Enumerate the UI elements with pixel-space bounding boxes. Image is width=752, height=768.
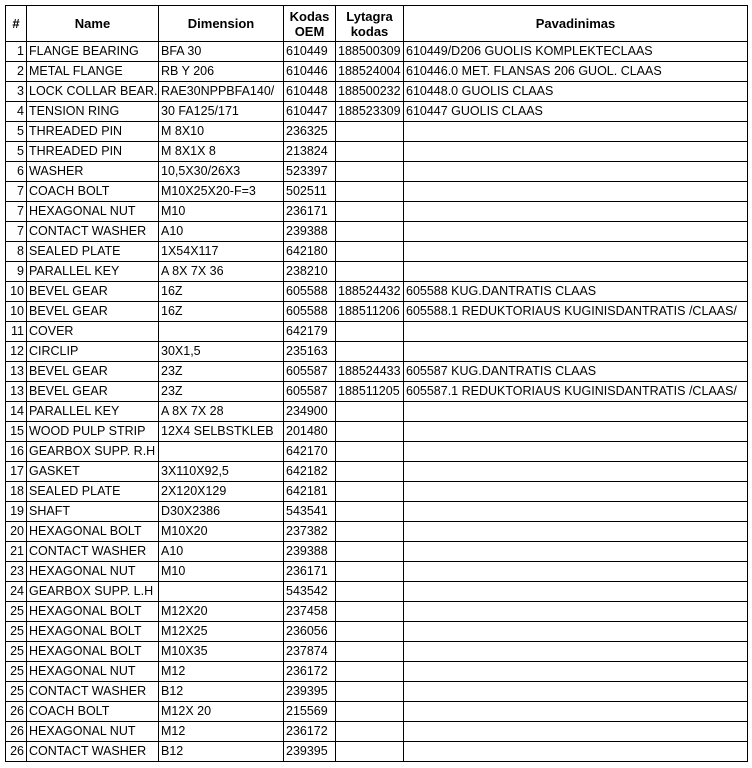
parts-table <box>5 5 748 762</box>
cell-lytagra-kodas[interactable] <box>336 342 404 362</box>
cell-pavadinimas[interactable] <box>404 502 748 522</box>
cell-kodas-oem[interactable]: 236171 <box>284 202 336 222</box>
cell-pavadinimas[interactable] <box>404 562 748 582</box>
cell-kodas-oem[interactable]: 236172 <box>284 722 336 742</box>
table-row <box>6 382 748 402</box>
cell-kodas-oem[interactable]: 610448 <box>284 82 336 102</box>
cell-num[interactable]: 2 <box>6 62 27 82</box>
cell-name[interactable]: HEXAGONAL NUT <box>27 722 159 742</box>
cell-name[interactable]: BEVEL GEAR <box>27 302 159 322</box>
cell-num[interactable]: 7 <box>6 182 27 202</box>
table-row <box>6 342 748 362</box>
cell-dimension[interactable]: M 8X10 <box>159 122 284 142</box>
cell-kodas-oem[interactable]: 213824 <box>284 142 336 162</box>
cell-num[interactable]: 5 <box>6 142 27 162</box>
cell-num[interactable]: 4 <box>6 102 27 122</box>
cell-pavadinimas[interactable] <box>404 182 748 202</box>
cell-num[interactable]: 25 <box>6 642 27 662</box>
cell-num[interactable]: 26 <box>6 742 27 762</box>
cell-kodas-oem[interactable]: 642181 <box>284 482 336 502</box>
cell-name[interactable]: COVER <box>27 322 159 342</box>
table-row <box>6 262 748 282</box>
cell-num[interactable]: 10 <box>6 302 27 322</box>
cell-pavadinimas[interactable] <box>404 602 748 622</box>
cell-name[interactable]: BEVEL GEAR <box>27 282 159 302</box>
cell-kodas-oem[interactable]: 610447 <box>284 102 336 122</box>
cell-num[interactable]: 5 <box>6 122 27 142</box>
table-row <box>6 582 748 602</box>
cell-name[interactable]: BEVEL GEAR <box>27 382 159 402</box>
header-lytagra-kodas[interactable] <box>336 6 404 42</box>
cell-kodas-oem[interactable]: 236056 <box>284 622 336 642</box>
table-row <box>6 522 748 542</box>
cell-num[interactable]: 14 <box>6 402 27 422</box>
spreadsheet <box>5 5 748 762</box>
cell-kodas-oem[interactable]: 215569 <box>284 702 336 722</box>
header-name[interactable]: Name <box>27 6 159 42</box>
cell-pavadinimas[interactable] <box>404 622 748 642</box>
table-row <box>6 442 748 462</box>
cell-dimension[interactable]: 10,5X30/26X3 <box>159 162 284 182</box>
cell-num[interactable]: 8 <box>6 242 27 262</box>
cell-lytagra-kodas[interactable] <box>336 242 404 262</box>
table-row <box>6 142 748 162</box>
cell-num[interactable]: 18 <box>6 482 27 502</box>
cell-dimension[interactable]: 30X1,5 <box>159 342 284 362</box>
cell-name[interactable]: WOOD PULP STRIP <box>27 422 159 442</box>
cell-name[interactable]: BEVEL GEAR <box>27 362 159 382</box>
cell-pavadinimas[interactable] <box>404 122 748 142</box>
cell-lytagra-kodas[interactable]: 188511205 <box>336 382 404 402</box>
cell-kodas-oem[interactable]: 237382 <box>284 522 336 542</box>
table-row <box>6 42 748 62</box>
cell-lytagra-kodas[interactable] <box>336 582 404 602</box>
cell-num[interactable]: 15 <box>6 422 27 442</box>
cell-dimension[interactable]: M10X20 <box>159 522 284 542</box>
cell-pavadinimas[interactable] <box>404 142 748 162</box>
cell-dimension[interactable]: 12X4 SELBSTKLEB <box>159 422 284 442</box>
cell-name[interactable]: CONTACT WASHER <box>27 682 159 702</box>
table-row <box>6 722 748 742</box>
cell-lytagra-kodas[interactable]: 188500309 <box>336 42 404 62</box>
cell-name[interactable]: SHAFT <box>27 502 159 522</box>
cell-kodas-oem[interactable]: 605588 <box>284 282 336 302</box>
table-body <box>6 42 748 762</box>
cell-lytagra-kodas[interactable] <box>336 502 404 522</box>
cell-dimension[interactable]: RB Y 206 <box>159 62 284 82</box>
cell-pavadinimas[interactable] <box>404 342 748 362</box>
cell-kodas-oem[interactable]: 239395 <box>284 742 336 762</box>
table-row <box>6 562 748 582</box>
cell-lytagra-kodas[interactable]: 188524432 <box>336 282 404 302</box>
cell-lytagra-kodas[interactable] <box>336 682 404 702</box>
cell-num[interactable]: 11 <box>6 322 27 342</box>
cell-pavadinimas[interactable] <box>404 262 748 282</box>
cell-num[interactable]: 24 <box>6 582 27 602</box>
table-row <box>6 202 748 222</box>
cell-lytagra-kodas[interactable] <box>336 442 404 462</box>
cell-dimension[interactable]: M10X25X20-F=3 <box>159 182 284 202</box>
cell-kodas-oem[interactable]: 237874 <box>284 642 336 662</box>
cell-kodas-oem[interactable]: 610446 <box>284 62 336 82</box>
cell-name[interactable]: HEXAGONAL BOLT <box>27 522 159 542</box>
cell-lytagra-kodas[interactable] <box>336 182 404 202</box>
table-row <box>6 682 748 702</box>
cell-dimension[interactable]: M10 <box>159 562 284 582</box>
cell-pavadinimas[interactable] <box>404 442 748 462</box>
cell-name[interactable]: HEXAGONAL BOLT <box>27 602 159 622</box>
cell-lytagra-kodas[interactable] <box>336 462 404 482</box>
table-row <box>6 742 748 762</box>
cell-dimension[interactable]: M12 <box>159 722 284 742</box>
cell-dimension[interactable]: 2X120X129 <box>159 482 284 502</box>
cell-name[interactable]: METAL FLANGE <box>27 62 159 82</box>
cell-pavadinimas[interactable]: 605587 KUG.DANTRATIS CLAAS <box>404 362 748 382</box>
cell-name[interactable]: HEXAGONAL NUT <box>27 562 159 582</box>
cell-name[interactable]: PARALLEL KEY <box>27 402 159 422</box>
cell-dimension[interactable]: 3X110X92,5 <box>159 462 284 482</box>
cell-lytagra-kodas[interactable] <box>336 222 404 242</box>
cell-lytagra-kodas[interactable] <box>336 142 404 162</box>
cell-dimension[interactable]: RAE30NPPBFA140/ <box>159 82 284 102</box>
table-row <box>6 222 748 242</box>
cell-name[interactable]: HEXAGONAL NUT <box>27 662 159 682</box>
cell-num[interactable]: 25 <box>6 662 27 682</box>
cell-num[interactable]: 1 <box>6 42 27 62</box>
table-row <box>6 82 748 102</box>
table-row <box>6 422 748 442</box>
cell-pavadinimas[interactable] <box>404 702 748 722</box>
cell-lytagra-kodas[interactable] <box>336 662 404 682</box>
cell-name[interactable]: HEXAGONAL BOLT <box>27 642 159 662</box>
cell-pavadinimas[interactable] <box>404 242 748 262</box>
cell-pavadinimas[interactable] <box>404 462 748 482</box>
cell-name[interactable]: COACH BOLT <box>27 702 159 722</box>
cell-kodas-oem[interactable]: 236172 <box>284 662 336 682</box>
cell-num[interactable]: 6 <box>6 162 27 182</box>
cell-lytagra-kodas[interactable] <box>336 742 404 762</box>
cell-num[interactable]: 25 <box>6 602 27 622</box>
table-row <box>6 622 748 642</box>
cell-name[interactable]: THREADED PIN <box>27 142 159 162</box>
cell-name[interactable]: GASKET <box>27 462 159 482</box>
cell-kodas-oem[interactable]: 605587 <box>284 362 336 382</box>
header-kodas-oem[interactable] <box>284 6 336 42</box>
cell-num[interactable]: 10 <box>6 282 27 302</box>
cell-kodas-oem[interactable]: 642180 <box>284 242 336 262</box>
cell-pavadinimas[interactable]: 610446.0 MET. FLANSAS 206 GUOL. CLAAS <box>404 62 748 82</box>
cell-pavadinimas[interactable] <box>404 402 748 422</box>
table-row <box>6 122 748 142</box>
cell-kodas-oem[interactable]: 610449 <box>284 42 336 62</box>
cell-name[interactable]: GEARBOX SUPP. L.H <box>27 582 159 602</box>
cell-dimension[interactable]: M12 <box>159 662 284 682</box>
cell-kodas-oem[interactable]: 239388 <box>284 542 336 562</box>
cell-pavadinimas[interactable] <box>404 722 748 742</box>
cell-kodas-oem[interactable]: 239388 <box>284 222 336 242</box>
cell-lytagra-kodas[interactable] <box>336 722 404 742</box>
cell-dimension[interactable]: M12X 20 <box>159 702 284 722</box>
cell-kodas-oem[interactable]: 642170 <box>284 442 336 462</box>
cell-name[interactable]: FLANGE BEARING <box>27 42 159 62</box>
cell-num[interactable]: 19 <box>6 502 27 522</box>
cell-pavadinimas[interactable]: 610449/D206 GUOLIS KOMPLEKTECLAAS <box>404 42 748 62</box>
cell-dimension[interactable]: M10X35 <box>159 642 284 662</box>
cell-name[interactable]: SEALED PLATE <box>27 242 159 262</box>
cell-num[interactable]: 16 <box>6 442 27 462</box>
header-lytagra-line2: kodas <box>350 23 389 39</box>
cell-dimension[interactable]: M 8X1X 8 <box>159 142 284 162</box>
cell-num[interactable]: 3 <box>6 82 27 102</box>
cell-dimension[interactable]: 16Z <box>159 302 284 322</box>
cell-lytagra-kodas[interactable] <box>336 482 404 502</box>
cell-lytagra-kodas[interactable]: 188511206 <box>336 302 404 322</box>
table-row <box>6 662 748 682</box>
cell-lytagra-kodas[interactable] <box>336 322 404 342</box>
cell-lytagra-kodas[interactable] <box>336 562 404 582</box>
cell-dimension[interactable]: M12X25 <box>159 622 284 642</box>
cell-dimension[interactable]: D30X2386 <box>159 502 284 522</box>
cell-dimension[interactable] <box>159 582 284 602</box>
cell-lytagra-kodas[interactable] <box>336 202 404 222</box>
cell-dimension[interactable]: M12X20 <box>159 602 284 622</box>
cell-kodas-oem[interactable]: 605587 <box>284 382 336 402</box>
cell-dimension[interactable]: B12 <box>159 682 284 702</box>
table-row <box>6 62 748 82</box>
cell-lytagra-kodas[interactable] <box>336 622 404 642</box>
cell-pavadinimas[interactable]: 610447 GUOLIS CLAAS <box>404 102 748 122</box>
cell-num[interactable]: 26 <box>6 702 27 722</box>
table-row <box>6 462 748 482</box>
cell-lytagra-kodas[interactable] <box>336 602 404 622</box>
cell-kodas-oem[interactable]: 642182 <box>284 462 336 482</box>
cell-num[interactable]: 17 <box>6 462 27 482</box>
cell-dimension[interactable]: 1X54X117 <box>159 242 284 262</box>
cell-pavadinimas[interactable] <box>404 482 748 502</box>
table-row <box>6 642 748 662</box>
cell-pavadinimas[interactable]: 605588 KUG.DANTRATIS CLAAS <box>404 282 748 302</box>
cell-num[interactable]: 13 <box>6 382 27 402</box>
header-num[interactable]: # <box>6 6 27 42</box>
cell-kodas-oem[interactable]: 502511 <box>284 182 336 202</box>
cell-pavadinimas[interactable]: 610448.0 GUOLIS CLAAS <box>404 82 748 102</box>
cell-kodas-oem[interactable]: 605588 <box>284 302 336 322</box>
cell-num[interactable]: 9 <box>6 262 27 282</box>
cell-dimension[interactable]: A 8X 7X 36 <box>159 262 284 282</box>
cell-dimension[interactable]: 30 FA125/171 <box>159 102 284 122</box>
cell-kodas-oem[interactable]: 234900 <box>284 402 336 422</box>
header-row <box>6 6 748 42</box>
cell-num[interactable]: 25 <box>6 682 27 702</box>
header-kodas-oem-line1: Kodas <box>289 8 330 24</box>
cell-name[interactable]: HEXAGONAL BOLT <box>27 622 159 642</box>
cell-lytagra-kodas[interactable] <box>336 262 404 282</box>
cell-lytagra-kodas[interactable] <box>336 162 404 182</box>
cell-lytagra-kodas[interactable] <box>336 522 404 542</box>
cell-pavadinimas[interactable] <box>404 422 748 442</box>
cell-kodas-oem[interactable]: 543542 <box>284 582 336 602</box>
cell-num[interactable]: 25 <box>6 622 27 642</box>
cell-num[interactable]: 7 <box>6 222 27 242</box>
cell-kodas-oem[interactable]: 543541 <box>284 502 336 522</box>
cell-kodas-oem[interactable]: 201480 <box>284 422 336 442</box>
cell-dimension[interactable]: 16Z <box>159 282 284 302</box>
cell-lytagra-kodas[interactable]: 188524004 <box>336 62 404 82</box>
header-dimension[interactable]: Dimension <box>159 6 284 42</box>
header-pavadinimas[interactable]: Pavadinimas <box>404 6 748 42</box>
cell-kodas-oem[interactable]: 239395 <box>284 682 336 702</box>
cell-lytagra-kodas[interactable] <box>336 702 404 722</box>
cell-kodas-oem[interactable]: 236171 <box>284 562 336 582</box>
cell-pavadinimas[interactable]: 605588.1 REDUKTORIAUS KUGINISDANTRATIS /CLAAS/ <box>404 302 748 322</box>
cell-pavadinimas[interactable] <box>404 162 748 182</box>
cell-num[interactable]: 20 <box>6 522 27 542</box>
cell-name[interactable]: TENSION RING <box>27 102 159 122</box>
table-row <box>6 362 748 382</box>
table-row <box>6 402 748 422</box>
cell-kodas-oem[interactable]: 523397 <box>284 162 336 182</box>
cell-lytagra-kodas[interactable] <box>336 402 404 422</box>
cell-pavadinimas[interactable] <box>404 322 748 342</box>
cell-kodas-oem[interactable]: 236325 <box>284 122 336 142</box>
table-row <box>6 242 748 262</box>
table-row <box>6 102 748 122</box>
table-row <box>6 162 748 182</box>
cell-num[interactable]: 12 <box>6 342 27 362</box>
cell-dimension[interactable] <box>159 322 284 342</box>
cell-name[interactable]: PARALLEL KEY <box>27 262 159 282</box>
cell-dimension[interactable] <box>159 442 284 462</box>
table-row <box>6 542 748 562</box>
cell-lytagra-kodas[interactable] <box>336 422 404 442</box>
table-row <box>6 482 748 502</box>
cell-pavadinimas[interactable] <box>404 742 748 762</box>
cell-lytagra-kodas[interactable] <box>336 642 404 662</box>
cell-num[interactable]: 26 <box>6 722 27 742</box>
cell-name[interactable]: WASHER <box>27 162 159 182</box>
header-kodas-oem-line2: OEM <box>294 23 325 39</box>
cell-pavadinimas[interactable] <box>404 222 748 242</box>
cell-num[interactable]: 7 <box>6 202 27 222</box>
table-row <box>6 182 748 202</box>
cell-name[interactable]: HEXAGONAL NUT <box>27 202 159 222</box>
table-row <box>6 302 748 322</box>
cell-dimension[interactable]: A10 <box>159 542 284 562</box>
cell-pavadinimas[interactable] <box>404 662 748 682</box>
cell-num[interactable]: 13 <box>6 362 27 382</box>
cell-lytagra-kodas[interactable] <box>336 122 404 142</box>
cell-name[interactable]: SEALED PLATE <box>27 482 159 502</box>
cell-lytagra-kodas[interactable]: 188523309 <box>336 102 404 122</box>
cell-pavadinimas[interactable] <box>404 522 748 542</box>
cell-lytagra-kodas[interactable] <box>336 542 404 562</box>
cell-pavadinimas[interactable] <box>404 582 748 602</box>
cell-pavadinimas[interactable]: 605587.1 REDUKTORIAUS KUGINISDANTRATIS /CLAAS/ <box>404 382 748 402</box>
cell-num[interactable]: 21 <box>6 542 27 562</box>
cell-name[interactable]: CONTACT WASHER <box>27 222 159 242</box>
cell-kodas-oem[interactable]: 238210 <box>284 262 336 282</box>
table-row <box>6 702 748 722</box>
cell-pavadinimas[interactable] <box>404 542 748 562</box>
cell-name[interactable]: LOCK COLLAR BEAR. <box>27 82 159 102</box>
cell-lytagra-kodas[interactable]: 188500232 <box>336 82 404 102</box>
table-row <box>6 282 748 302</box>
cell-pavadinimas[interactable] <box>404 682 748 702</box>
cell-num[interactable]: 23 <box>6 562 27 582</box>
cell-dimension[interactable]: BFA 30 <box>159 42 284 62</box>
cell-pavadinimas[interactable] <box>404 642 748 662</box>
cell-name[interactable]: THREADED PIN <box>27 122 159 142</box>
header-lytagra-line1: Lytagra <box>346 8 393 24</box>
cell-dimension[interactable]: B12 <box>159 742 284 762</box>
cell-kodas-oem[interactable]: 235163 <box>284 342 336 362</box>
cell-dimension[interactable]: A 8X 7X 28 <box>159 402 284 422</box>
cell-name[interactable]: CONTACT WASHER <box>27 542 159 562</box>
table-row <box>6 322 748 342</box>
cell-name[interactable]: CONTACT WASHER <box>27 742 159 762</box>
cell-dimension[interactable]: M10 <box>159 202 284 222</box>
cell-dimension[interactable]: 23Z <box>159 362 284 382</box>
cell-name[interactable]: GEARBOX SUPP. R.H <box>27 442 159 462</box>
cell-pavadinimas[interactable] <box>404 202 748 222</box>
cell-kodas-oem[interactable]: 237458 <box>284 602 336 622</box>
cell-lytagra-kodas[interactable]: 188524433 <box>336 362 404 382</box>
cell-dimension[interactable]: 23Z <box>159 382 284 402</box>
cell-dimension[interactable]: A10 <box>159 222 284 242</box>
table-row <box>6 602 748 622</box>
cell-name[interactable]: CIRCLIP <box>27 342 159 362</box>
cell-kodas-oem[interactable]: 642179 <box>284 322 336 342</box>
table-row <box>6 502 748 522</box>
cell-name[interactable]: COACH BOLT <box>27 182 159 202</box>
